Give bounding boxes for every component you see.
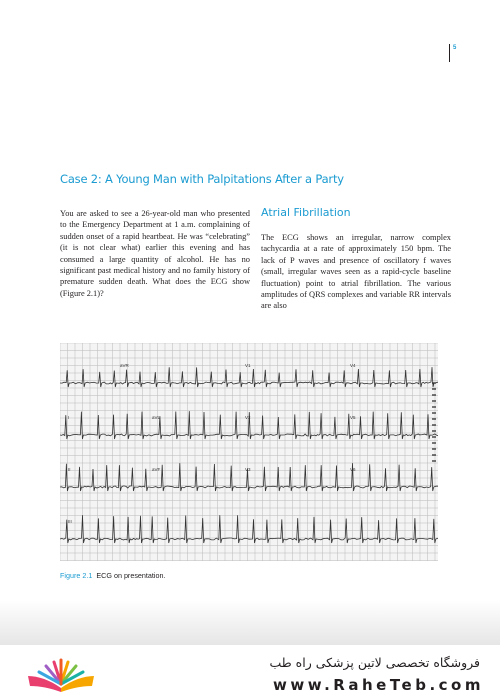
page-number: 5 [453, 45, 457, 51]
lead-label: I [68, 415, 70, 420]
ecg-trace-row-1 [60, 367, 438, 387]
ecg-strip [60, 343, 438, 561]
case-title: Case 2: A Young Man with Palpitations After a Party [60, 172, 344, 186]
lead-label: III [68, 519, 72, 524]
figure-caption [60, 571, 166, 580]
lead-label: V4 [350, 363, 356, 368]
lead-label: V1 [245, 363, 251, 368]
figure-label: Figure 2.1 [60, 571, 93, 580]
book-logo-icon [24, 654, 98, 699]
lead-label: aVR [120, 363, 129, 368]
section-heading: Atrial Fibrillation [261, 206, 351, 219]
section-body: The ECG shows an irregular, narrow complex tachycardia at a rate of approximately 150 bpm. The lack of P waves and presence of oscillatory f waves (small, irregular waves seen as a rapid-cycle baseline fluctuation) point to atrial fibrillation. The various amplitudes of QRS complexes and variable RR intervals are also [261, 233, 451, 311]
case-description: You are asked to see a 26-year-old man who presented to the Emergency Department at 1 a.m. complaining of sudden onset of a rapid heartbeat. He was “celebrating” (it is not clear what) earlier this evening and has consumed a large quantity of alcohol. He has no significant past medical history and no family history of premature sudden death. What does the ECG show (Figure 2.1)? [60, 209, 250, 298]
lead-label: V5 [350, 415, 356, 420]
lead-label: V2 [245, 415, 251, 420]
lead-label: II [68, 467, 71, 472]
lead-label: aVL [152, 415, 161, 420]
lead-label: V3 [245, 467, 251, 472]
ecg-trace-row-4 [60, 515, 438, 543]
page-number-rule [449, 44, 450, 62]
figure-caption-text: ECG on presentation. [96, 571, 166, 580]
footer-store-name: فروشگاه تخصصی لاتین پزشکی راه طب [269, 655, 480, 670]
lead-label: V6 [350, 467, 356, 472]
ecg-figure [60, 343, 438, 561]
footer-url[interactable]: www.RaheTeb.com [272, 676, 484, 694]
lead-label: aVF [152, 467, 161, 472]
page-shadow [0, 600, 500, 645]
